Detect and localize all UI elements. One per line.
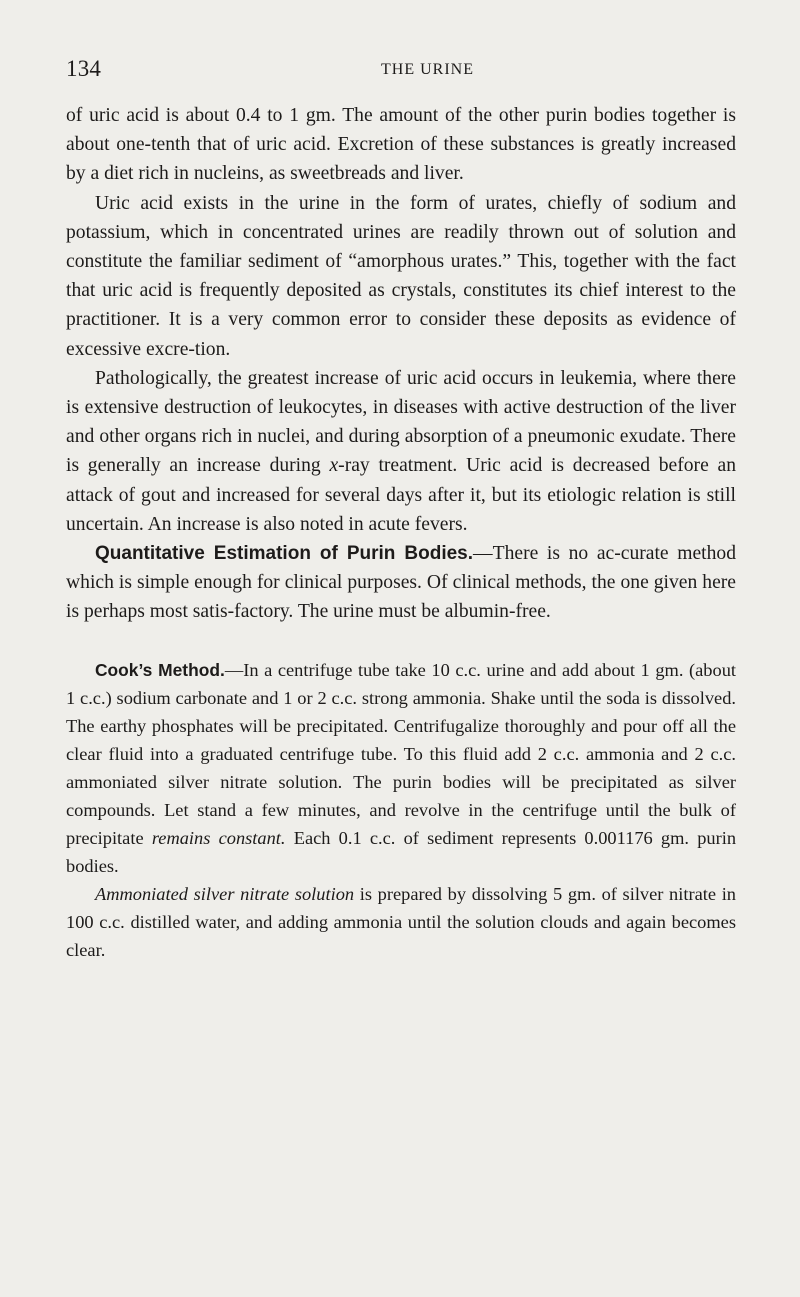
- paragraph-quantitative-estimation-text: —There is no ac-curate method which is simple enough for clinical purposes. Of clinical methods, the one given here is perhaps most satis-factory. The urine must be albumin-free.: [66, 543, 736, 623]
- paragraph-pathology-text-b: -ray treatment. Uric acid is decreased before an attack of gout and increased for several days after it, but its etiologic relation is still uncertain. An increase is also noted in acute fevers.: [66, 455, 737, 535]
- paragraph-cooks-method-text-a: —In a centrifuge tube take 10 c.c. urine and add about 1 gm. (about 1 c.c.) sodium carbonate and 1 or 2 c.c. strong ammonia. Shake until the soda is dissolved. The earthy phosphates will be precipitated. Centrifugalize thoroughly and pour off all the clear fluid into a graduated centrifuge tube. To this fluid add 2 c.c. ammonia and 2 c.c. ammoniated silver nitrate solution. The purin bodies will be precipitated as silver compounds. Let stand a few minutes, and revolve in the centrifuge until the bulk of precipitate: [66, 659, 736, 848]
- page-number: 134: [66, 56, 102, 81]
- body-text: [66, 101, 736, 964]
- paragraph-continued: of uric acid is about 0.4 to 1 gm. The amount of the other purin bodies together is about one-tenth that of uric acid. Excretion of these substances is greatly increased by a diet rich in nucleins, as sweetbreads and liver.: [66, 105, 736, 185]
- section-heading-cooks-method: Cook’s Method.: [95, 659, 225, 680]
- paragraph-uric-acid-urates: Uric acid exists in the urine in the form of urates, chiefly of sodium and potassium, which in concentrated urines are readily thrown out of solution and constitute the familiar sediment of “amorphous urates.” This, together with the fact that uric acid is frequently deposited as crystals, constitutes its chief interest to the practitioner. It is a very common error to consider these deposits as evidence of excessive excre-tion.: [66, 192, 736, 360]
- paragraph-ammoniated-silver-nitrate: [66, 880, 736, 964]
- section-heading-quantitative-estimation: Quantitative Estimation of Purin Bodies.: [95, 543, 474, 565]
- paragraph-ammoniated-silver-nitrate-text: is prepared by dissolving 5 gm. of silver nitrate in 100 c.c. distilled water, and adding ammonia until the solution clouds and again becomes clear.: [66, 883, 736, 960]
- running-head: [66, 56, 736, 86]
- x-ray-italic-x: x: [329, 455, 339, 477]
- ammoniated-silver-nitrate-italic: Ammoniated silver nitrate solution: [95, 883, 355, 904]
- running-title: THE URINE: [381, 61, 474, 78]
- paragraph-quantitative-estimation: [66, 539, 736, 627]
- remains-constant-italic: remains constant.: [151, 827, 286, 848]
- paragraph-cooks-method-text-b: Each 0.1 c.c. of sediment represents 0.001176 gm. purin bodies.: [66, 827, 737, 876]
- paragraph-pathology-text-a: Pathologically, the greatest increase of uric acid occurs in leukemia, where there is extensive destruction of leukocytes, in diseases with active destruction of the liver and other organs rich in nuclei, and during absorption of a pneumonic exudate. There is generally an increase during: [66, 367, 736, 477]
- paragraph-cooks-method: [66, 656, 736, 880]
- paragraph-pathology: [66, 364, 736, 539]
